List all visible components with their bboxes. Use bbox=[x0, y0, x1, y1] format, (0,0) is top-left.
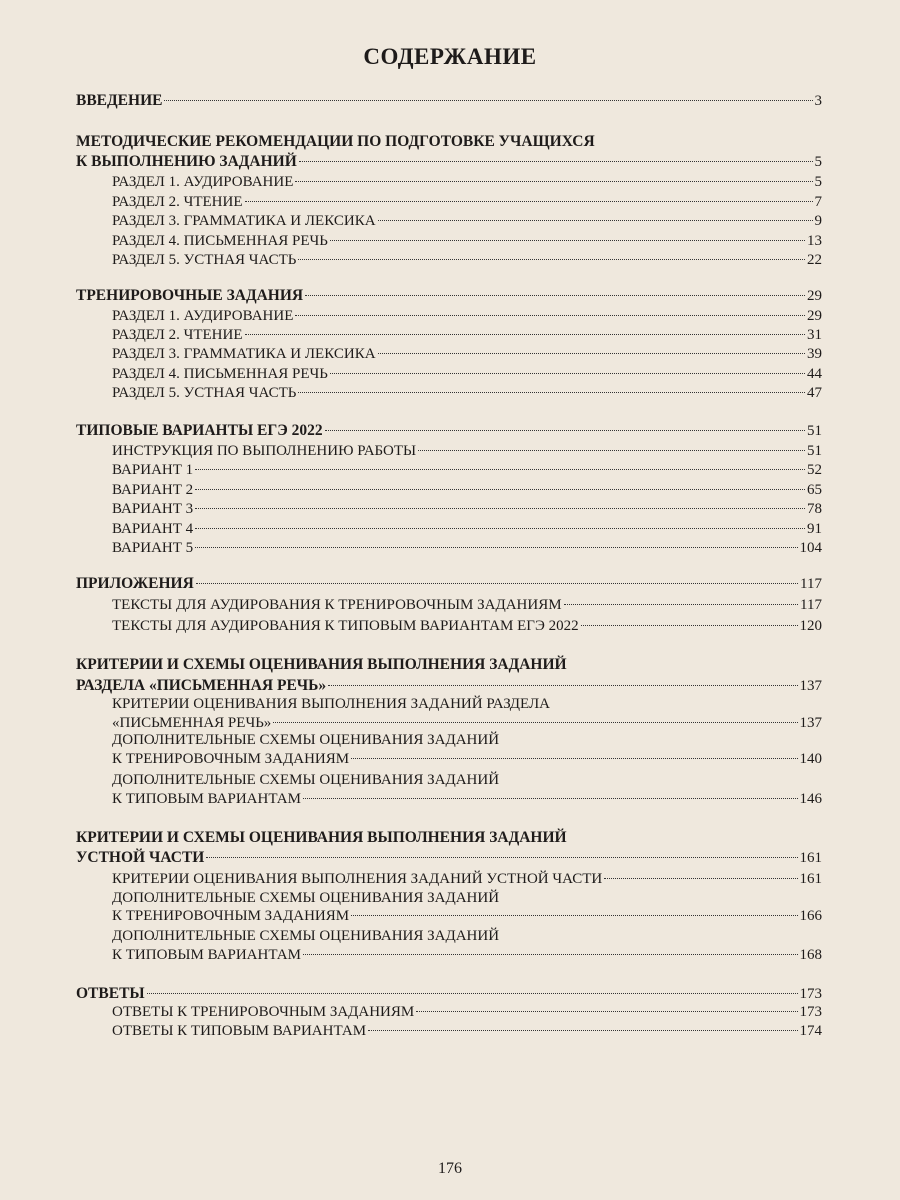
toc-item-page: 137 bbox=[799, 715, 822, 731]
toc-item-page: 120 bbox=[799, 618, 822, 634]
toc-item-label: ВАРИАНТ 4 bbox=[112, 521, 194, 537]
toc-item bbox=[112, 770, 822, 790]
toc-item-label: ДОПОЛНИТЕЛЬНЫЕ СХЕМЫ ОЦЕНИВАНИЯ ЗАДАНИЙ bbox=[112, 928, 500, 944]
dot-leader bbox=[564, 604, 799, 605]
toc-item bbox=[112, 383, 822, 403]
toc-item bbox=[112, 499, 822, 519]
dot-leader bbox=[604, 878, 797, 879]
toc-item-page: 65 bbox=[807, 482, 822, 498]
toc-item bbox=[112, 306, 822, 326]
toc-item bbox=[112, 945, 822, 965]
toc-item-label: КРИТЕРИИ ОЦЕНИВАНИЯ ВЫПОЛНЕНИЯ ЗАДАНИЙ УСТНОЙ ЧАСТИ bbox=[112, 871, 603, 887]
dot-leader bbox=[378, 353, 805, 354]
dot-leader bbox=[330, 373, 805, 374]
toc-item-label: РАЗДЕЛ 4. ПИСЬМЕННАЯ РЕЧЬ bbox=[112, 233, 328, 249]
dot-leader bbox=[195, 469, 805, 470]
toc-item-label: ОТВЕТЫ К ТИПОВЫМ ВАРИАНТАМ bbox=[112, 1023, 367, 1039]
toc-item-label: РАЗДЕЛ 2. ЧТЕНИЕ bbox=[112, 194, 243, 210]
toc-section-page: 51 bbox=[807, 423, 822, 439]
dot-leader bbox=[196, 583, 798, 584]
toc-section bbox=[76, 421, 822, 441]
toc-item-page: 104 bbox=[799, 540, 822, 556]
dot-leader bbox=[330, 240, 805, 241]
toc-section-label: КРИТЕРИИ И СХЕМЫ ОЦЕНИВАНИЯ ВЫПОЛНЕНИЯ ЗАДАНИЙ bbox=[76, 656, 567, 673]
toc-item-page: 29 bbox=[807, 308, 822, 324]
dot-leader bbox=[295, 181, 812, 182]
toc-section bbox=[76, 574, 822, 594]
toc-item-label: К ТИПОВЫМ ВАРИАНТАМ bbox=[112, 791, 301, 807]
dot-leader bbox=[195, 528, 805, 529]
toc-item-label: ОТВЕТЫ К ТРЕНИРОВОЧНЫМ ЗАДАНИЯМ bbox=[112, 1004, 415, 1020]
toc-section-page: 5 bbox=[814, 154, 822, 170]
toc-item-label: РАЗДЕЛ 4. ПИСЬМЕННАЯ РЕЧЬ bbox=[112, 366, 328, 382]
toc-item-label: ВАРИАНТ 2 bbox=[112, 482, 194, 498]
toc-item bbox=[112, 325, 822, 345]
toc-item-label: ВАРИАНТ 1 bbox=[112, 462, 194, 478]
toc-item bbox=[112, 211, 822, 231]
toc-item-label: РАЗДЕЛ 2. ЧТЕНИЕ bbox=[112, 327, 243, 343]
toc-item-label: ВАРИАНТ 5 bbox=[112, 540, 194, 556]
dot-leader bbox=[581, 625, 798, 626]
toc-item bbox=[112, 1002, 822, 1022]
toc-item-label: ДОПОЛНИТЕЛЬНЫЕ СХЕМЫ ОЦЕНИВАНИЯ ЗАДАНИЙ bbox=[112, 772, 500, 788]
toc-section bbox=[76, 655, 822, 675]
toc-section-label: РАЗДЕЛА «ПИСЬМЕННАЯ РЕЧЬ» bbox=[76, 677, 327, 694]
dot-leader bbox=[195, 489, 805, 490]
toc-section-page: 117 bbox=[800, 576, 822, 592]
toc-item-page: 9 bbox=[814, 213, 822, 229]
dot-leader bbox=[298, 259, 805, 260]
toc-item-label: «ПИСЬМЕННАЯ РЕЧЬ» bbox=[112, 715, 272, 731]
toc-item-label: РАЗДЕЛ 1. АУДИРОВАНИЕ bbox=[112, 308, 294, 324]
toc-section-page: 137 bbox=[799, 678, 822, 694]
toc-item-page: 161 bbox=[799, 871, 822, 887]
toc-item-label: РАЗДЕЛ 5. УСТНАЯ ЧАСТЬ bbox=[112, 252, 297, 268]
toc-item-page: 51 bbox=[807, 443, 822, 459]
toc-section-label: ТИПОВЫЕ ВАРИАНТЫ ЕГЭ 2022 bbox=[76, 422, 323, 439]
toc-item-label: К ТИПОВЫМ ВАРИАНТАМ bbox=[112, 947, 301, 963]
toc-section-label: ТРЕНИРОВОЧНЫЕ ЗАДАНИЯ bbox=[76, 287, 304, 304]
toc-item-label: КРИТЕРИИ ОЦЕНИВАНИЯ ВЫПОЛНЕНИЯ ЗАДАНИЙ РАЗДЕЛА bbox=[112, 696, 551, 712]
toc-item bbox=[112, 344, 822, 364]
toc-section bbox=[76, 286, 822, 306]
toc-item bbox=[112, 480, 822, 500]
toc-item bbox=[112, 906, 822, 926]
toc-item bbox=[112, 441, 822, 461]
dot-leader bbox=[416, 1011, 797, 1012]
toc-section-page: 173 bbox=[799, 986, 822, 1002]
toc-section bbox=[76, 91, 822, 111]
toc-item-page: 44 bbox=[807, 366, 822, 382]
toc-item bbox=[112, 595, 822, 615]
toc-section bbox=[76, 152, 822, 172]
toc-item-page: 47 bbox=[807, 385, 822, 401]
toc-section-label: ВВЕДЕНИЕ bbox=[76, 92, 163, 109]
toc-item-page: 13 bbox=[807, 233, 822, 249]
dot-leader bbox=[328, 685, 797, 686]
toc-item bbox=[112, 1021, 822, 1041]
toc-item bbox=[112, 460, 822, 480]
toc-item-label: РАЗДЕЛ 5. УСТНАЯ ЧАСТЬ bbox=[112, 385, 297, 401]
toc-item bbox=[112, 364, 822, 384]
toc-item bbox=[112, 730, 822, 750]
toc-item bbox=[112, 172, 822, 192]
toc-section-page: 3 bbox=[814, 93, 822, 109]
dot-leader bbox=[378, 220, 813, 221]
toc-section-label: К ВЫПОЛНЕНИЮ ЗАДАНИЙ bbox=[76, 153, 297, 170]
dot-leader bbox=[298, 392, 805, 393]
toc-item-page: 22 bbox=[807, 252, 822, 268]
dot-leader bbox=[195, 547, 797, 548]
toc-section-label: ПРИЛОЖЕНИЯ bbox=[76, 575, 194, 592]
dot-leader bbox=[164, 100, 812, 101]
toc-item-page: 5 bbox=[814, 174, 822, 190]
dot-leader bbox=[245, 334, 805, 335]
toc-item bbox=[112, 250, 822, 270]
toc-item-page: 7 bbox=[814, 194, 822, 210]
dot-leader bbox=[195, 508, 805, 509]
toc-section-label: УСТНОЙ ЧАСТИ bbox=[76, 849, 205, 866]
toc-item bbox=[112, 519, 822, 539]
toc-item-page: 117 bbox=[800, 597, 822, 613]
toc-item-label: ДОПОЛНИТЕЛЬНЫЕ СХЕМЫ ОЦЕНИВАНИЯ ЗАДАНИЙ bbox=[112, 890, 500, 906]
toc-item bbox=[112, 694, 822, 714]
dot-leader bbox=[147, 993, 798, 994]
page-number: 176 bbox=[438, 1160, 462, 1177]
toc-item bbox=[112, 869, 822, 889]
dot-leader bbox=[295, 315, 805, 316]
dot-leader bbox=[368, 1030, 797, 1031]
page-title: СОДЕРЖАНИЕ bbox=[363, 44, 537, 69]
toc-section-label: МЕТОДИЧЕСКИЕ РЕКОМЕНДАЦИИ ПО ПОДГОТОВКЕ УЧАЩИХСЯ bbox=[76, 133, 595, 150]
toc-item-page: 140 bbox=[799, 751, 822, 767]
dot-leader bbox=[351, 915, 797, 916]
toc-item bbox=[112, 616, 822, 636]
toc-item-label: ТЕКСТЫ ДЛЯ АУДИРОВАНИЯ К ТРЕНИРОВОЧНЫМ ЗАДАНИЯМ bbox=[112, 597, 562, 613]
toc-item-label: ИНСТРУКЦИЯ ПО ВЫПОЛНЕНИЮ РАБОТЫ bbox=[112, 443, 417, 459]
dot-leader bbox=[303, 954, 798, 955]
toc-item-page: 52 bbox=[807, 462, 822, 478]
toc-item-label: РАЗДЕЛ 1. АУДИРОВАНИЕ bbox=[112, 174, 294, 190]
toc-section bbox=[76, 848, 822, 868]
toc-section bbox=[76, 984, 822, 1004]
toc-item-label: ТЕКСТЫ ДЛЯ АУДИРОВАНИЯ К ТИПОВЫМ ВАРИАНТАМ ЕГЭ 2022 bbox=[112, 618, 579, 634]
toc-item-label: ДОПОЛНИТЕЛЬНЫЕ СХЕМЫ ОЦЕНИВАНИЯ ЗАДАНИЙ bbox=[112, 732, 500, 748]
toc-item-page: 78 bbox=[807, 501, 822, 517]
toc-item-page: 91 bbox=[807, 521, 822, 537]
toc-item bbox=[112, 926, 822, 946]
dot-leader bbox=[303, 798, 798, 799]
toc-item-label: РАЗДЕЛ 3. ГРАММАТИКА И ЛЕКСИКА bbox=[112, 213, 376, 229]
toc-item bbox=[112, 888, 822, 908]
dot-leader bbox=[245, 201, 813, 202]
toc-section bbox=[76, 828, 822, 848]
toc-item bbox=[112, 749, 822, 769]
toc-item-label: К ТРЕНИРОВОЧНЫМ ЗАДАНИЯМ bbox=[112, 908, 350, 924]
toc-item-label: РАЗДЕЛ 3. ГРАММАТИКА И ЛЕКСИКА bbox=[112, 346, 376, 362]
toc-item bbox=[112, 789, 822, 809]
toc-section bbox=[76, 676, 822, 696]
toc-item bbox=[112, 538, 822, 558]
toc-section bbox=[76, 132, 822, 152]
dot-leader bbox=[325, 430, 805, 431]
toc-item-page: 168 bbox=[799, 947, 822, 963]
toc-item-label: К ТРЕНИРОВОЧНЫМ ЗАДАНИЯМ bbox=[112, 751, 350, 767]
dot-leader bbox=[273, 722, 797, 723]
dot-leader bbox=[351, 758, 797, 759]
toc-section-page: 29 bbox=[807, 288, 822, 304]
toc-item-page: 146 bbox=[799, 791, 822, 807]
dot-leader bbox=[418, 450, 805, 451]
toc-item-label: ВАРИАНТ 3 bbox=[112, 501, 194, 517]
toc-item bbox=[112, 192, 822, 212]
toc-section-page: 161 bbox=[799, 850, 822, 866]
toc-item-page: 166 bbox=[799, 908, 822, 924]
dot-leader bbox=[299, 161, 813, 162]
dot-leader bbox=[206, 857, 797, 858]
toc-section-label: КРИТЕРИИ И СХЕМЫ ОЦЕНИВАНИЯ ВЫПОЛНЕНИЯ ЗАДАНИЙ bbox=[76, 829, 567, 846]
toc-item-page: 39 bbox=[807, 346, 822, 362]
toc-item-page: 173 bbox=[799, 1004, 822, 1020]
toc-item-page: 174 bbox=[799, 1023, 822, 1039]
toc-item bbox=[112, 231, 822, 251]
toc-section-label: ОТВЕТЫ bbox=[76, 985, 145, 1002]
dot-leader bbox=[305, 295, 805, 296]
toc-item-page: 31 bbox=[807, 327, 822, 343]
